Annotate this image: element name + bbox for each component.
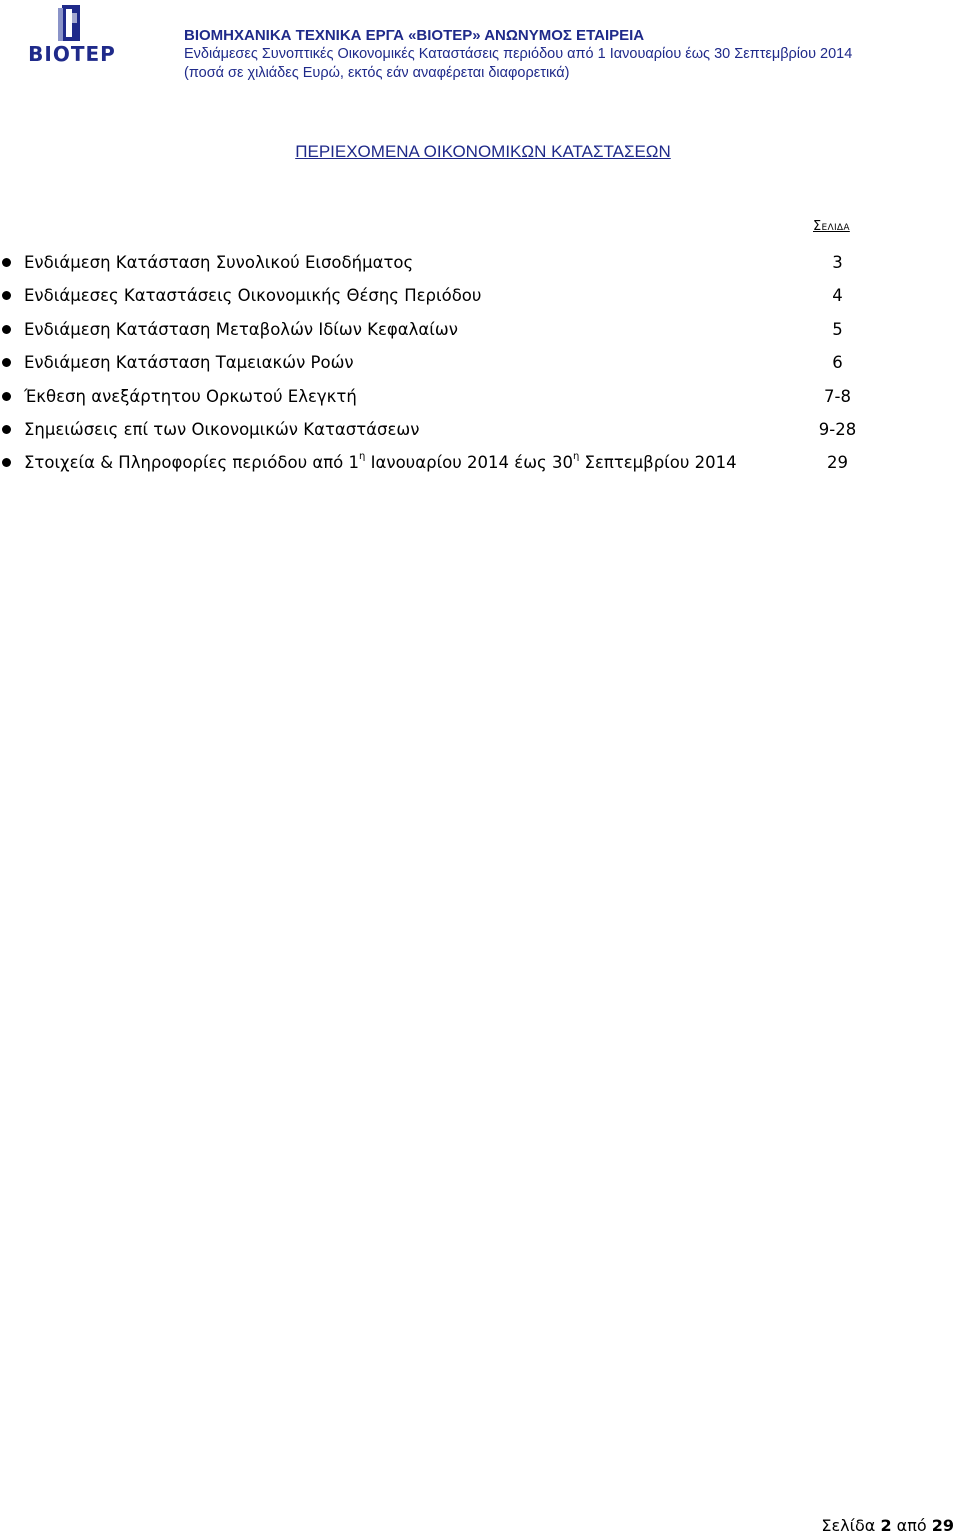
ordinal-superscript: η (572, 451, 580, 463)
toc-item[interactable] (0, 380, 960, 413)
toc-text-part: Σεπτεμβρίου 2014 (579, 453, 737, 473)
ordinal-superscript: η (359, 451, 366, 463)
toc-item-title: Ενδιάμεση Κατάσταση Συνολικού Εισοδήματος (24, 253, 414, 272)
toc-item-title: Ενδιάμεση Κατάσταση Ταμειακών Ροών (24, 353, 354, 373)
footer-total-pages: 29 (931, 1516, 954, 1535)
bullet-icon (2, 458, 11, 467)
toc-item-page: 6 (832, 353, 843, 373)
toc-item[interactable] (0, 246, 960, 279)
toc-item-title (24, 446, 737, 479)
page-column-label: Σελιδα (813, 219, 850, 234)
toc-text-part: Στοιχεία & Πληροφορίες περιόδου από 1 (24, 453, 360, 473)
toc-item-page: 3 (832, 253, 843, 272)
company-logo (14, 5, 130, 67)
toc-item-page: 9-28 (818, 419, 857, 439)
bullet-icon (2, 258, 11, 267)
document-header (184, 26, 852, 83)
bullet-icon (2, 425, 11, 434)
toc-item-page: 4 (832, 286, 843, 306)
toc-item-title: Ενδιάμεση Κατάσταση Μεταβολών Ιδίων Κεφαλαίων (24, 319, 458, 339)
toc-item-title: Σημειώσεις επί των Οικονομικών Καταστάσεων (24, 419, 420, 439)
footer-middle: από (896, 1516, 927, 1535)
bullet-icon (2, 358, 11, 367)
company-name: ΒΙΟΜΗΧΑΝΙΚΑ ΤΕΧΝΙΚΑ ΕΡΓΑ «ΒΙΟΤΕΡ» ΑΝΩΝΥΜΟΣ ΕΤΑΙΡΕΙΑ (184, 27, 645, 44)
toc-item-page: 5 (832, 319, 843, 339)
logo-wordmark: ΒΙΟΤΕΡ (28, 42, 116, 66)
bullet-icon (2, 392, 11, 401)
toc-item[interactable] (0, 413, 960, 446)
toc-item-page: 29 (827, 453, 848, 473)
report-subtitle: Ενδιάμεσες Συνοπτικές Οικονομικές Καταστάσεις περιόδου από 1 Ιανουαρίου έως 30 Σεπτεμβρίου 2014 (184, 46, 853, 62)
toc-item-title: Έκθεση ανεξάρτητου Ορκωτού Ελεγκτή (24, 386, 357, 406)
table-of-contents (0, 246, 960, 480)
toc-item[interactable] (0, 279, 960, 312)
footer-current-page: 2 (880, 1516, 892, 1535)
toc-text-part: Ιανουαρίου 2014 έως 30 (365, 453, 573, 473)
toc-item[interactable] (0, 346, 960, 379)
toc-item[interactable] (0, 313, 960, 346)
toc-item[interactable] (0, 446, 960, 479)
bullet-icon (2, 325, 11, 334)
toc-item-title: Ενδιάμεσες Καταστάσεις Οικονομικής Θέσης Περιόδου (24, 286, 482, 306)
contents-title: ΠΕΡΙΕΧΟΜΕΝΑ ΟΙΚΟΝΟΜΙΚΩΝ ΚΑΤΑΣΤΑΣΕΩΝ (295, 142, 671, 161)
footer-prefix: Σελίδα (821, 1516, 876, 1535)
toc-item-page: 7-8 (824, 386, 851, 406)
page-footer (821, 1516, 954, 1535)
bullet-icon (2, 291, 11, 300)
amounts-note: (ποσά σε χιλιάδες Ευρώ, εκτός εάν αναφέρεται διαφορετικά) (184, 65, 570, 81)
